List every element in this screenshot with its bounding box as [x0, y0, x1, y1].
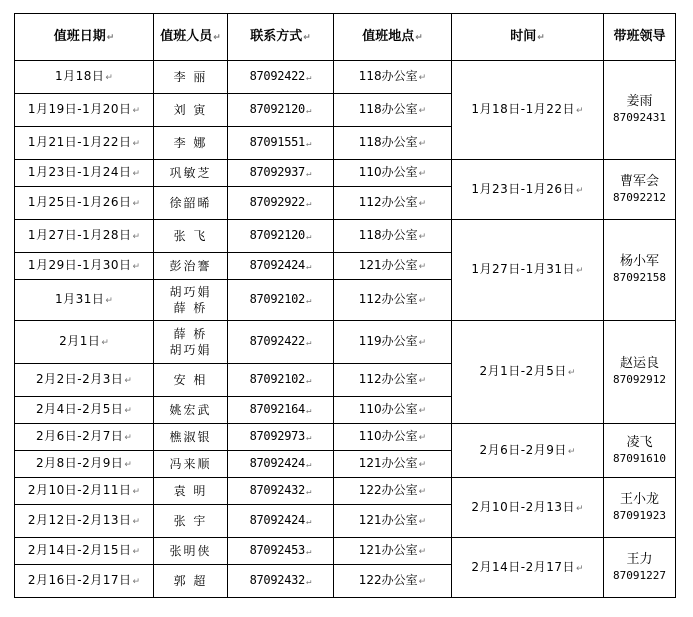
period-cell: 2月10日-2月13日↵: [452, 478, 604, 538]
leader-name: 曹军会: [619, 173, 659, 189]
location-cell: 121办公室↵: [334, 451, 452, 478]
duty-date-cell: 1月29日-1月30日↵: [15, 253, 154, 280]
staff-name-cell: [154, 397, 228, 424]
staff-name-cell: [154, 424, 228, 451]
staff-name: 樵淑银: [169, 430, 212, 444]
staff-name-cell: [154, 565, 228, 598]
duty-date-cell: 2月6日-2月7日↵: [15, 424, 154, 451]
staff-name-cell: [154, 451, 228, 478]
period-cell: 1月18日-1月22日↵: [452, 61, 604, 160]
duty-date-cell: 1月23日-1月24日↵: [15, 160, 154, 187]
staff-name-cell: [154, 253, 228, 280]
leader-name: 杨小军: [619, 254, 659, 269]
header-location: 值班地点↵: [334, 14, 452, 61]
staff-name-cell: [154, 280, 228, 321]
staff-name-cell: [154, 127, 228, 160]
contact-phone-cell: 87092432↵: [228, 478, 334, 505]
staff-name-cell: [154, 61, 228, 94]
duty-date-cell: 2月14日-2月15日↵: [15, 538, 154, 565]
location-cell: 118办公室↵: [334, 220, 452, 253]
staff-name-cell: [154, 94, 228, 127]
staff-name: 薛 桥: [173, 301, 208, 315]
leader-phone: 87091610: [613, 451, 666, 465]
contact-phone-cell: 87092424↵: [228, 253, 334, 280]
contact-phone-cell: 87092922↵: [228, 187, 334, 220]
staff-name: 袁 明: [173, 484, 208, 498]
location-cell: 112办公室↵: [334, 187, 452, 220]
staff-name: 张 宇: [173, 514, 208, 528]
staff-name-cell: [154, 538, 228, 565]
staff-name-cell: [154, 160, 228, 187]
leader-phone: 87091923: [613, 508, 666, 522]
contact-phone-cell: 87092432↵: [228, 565, 334, 598]
leader-phone: 87092212: [613, 190, 666, 204]
leader-phone: 87092431: [613, 111, 666, 124]
leader-name: 王力: [626, 551, 653, 567]
table-row: [15, 61, 676, 94]
period-cell: 1月23日-1月26日↵: [452, 160, 604, 220]
staff-name: 张明侠: [169, 544, 212, 558]
duty-date-cell: 1月27日-1月28日↵: [15, 220, 154, 253]
duty-date-cell: 1月21日-1月22日↵: [15, 127, 154, 160]
leader-cell: [604, 321, 676, 424]
duty-date-cell: 2月8日-2月9日↵: [15, 451, 154, 478]
location-cell: 121办公室↵: [334, 538, 452, 565]
staff-name-cell: [154, 478, 228, 505]
duty-date-cell: 2月4日-2月5日↵: [15, 397, 154, 424]
duty-date-cell: 2月16日-2月17日↵: [15, 565, 154, 598]
location-cell: 118办公室↵: [334, 94, 452, 127]
location-cell: 112办公室↵: [334, 364, 452, 397]
table-row: [15, 424, 676, 451]
location-cell: 110办公室↵: [334, 397, 452, 424]
location-cell: 110办公室↵: [334, 160, 452, 187]
contact-phone-cell: 87092422↵: [228, 321, 334, 364]
contact-phone-cell: 87092973↵: [228, 424, 334, 451]
contact-phone-cell: 87091551↵: [228, 127, 334, 160]
contact-phone-cell: 87092164↵: [228, 397, 334, 424]
contact-phone-cell: 87092102↵: [228, 280, 334, 321]
contact-phone-cell: 87092120↵: [228, 220, 334, 253]
header-date: 值班日期↵: [15, 14, 154, 61]
duty-date-cell: 1月25日-1月26日↵: [15, 187, 154, 220]
staff-name-cell: [154, 321, 228, 364]
location-cell: 119办公室↵: [334, 321, 452, 364]
header-staff: 值班人员↵: [154, 14, 228, 61]
leader-cell: [604, 538, 676, 598]
duty-date-cell: 2月12日-2月13日↵: [15, 505, 154, 538]
staff-name: 彭治謇: [169, 259, 212, 273]
leader-cell: [604, 478, 676, 538]
period-cell: 1月27日-1月31日↵: [452, 220, 604, 321]
staff-name: 李 娜: [173, 136, 208, 150]
duty-date-cell: 1月18日↵: [15, 61, 154, 94]
contact-phone-cell: 87092937↵: [228, 160, 334, 187]
staff-name: 冯来顺: [169, 457, 212, 471]
contact-phone-cell: 87092102↵: [228, 364, 334, 397]
duty-schedule-table: [14, 13, 676, 598]
header-time: 时间↵: [452, 14, 604, 61]
leader-phone: 87092912: [613, 373, 666, 386]
staff-name: 胡巧娟: [169, 343, 212, 357]
location-cell: 110办公室↵: [334, 424, 452, 451]
staff-name: 姚宏武: [169, 403, 212, 417]
staff-name: 胡巧娟: [169, 285, 212, 299]
leader-name: 姜雨: [626, 94, 653, 109]
staff-name: 安 相: [173, 373, 208, 387]
contact-phone-cell: 87092453↵: [228, 538, 334, 565]
table-row: [15, 321, 676, 364]
staff-name: 巩敏芝: [169, 166, 212, 180]
staff-name: 李 丽: [173, 70, 208, 84]
leader-cell: [604, 220, 676, 321]
location-cell: 118办公室↵: [334, 127, 452, 160]
period-cell: 2月14日-2月17日↵: [452, 538, 604, 598]
location-cell: 122办公室↵: [334, 565, 452, 598]
duty-date-cell: 2月1日↵: [15, 321, 154, 364]
duty-date-cell: 2月2日-2月3日↵: [15, 364, 154, 397]
leader-name: 赵运良: [619, 356, 659, 371]
table-row: [15, 538, 676, 565]
location-cell: 122办公室↵: [334, 478, 452, 505]
leader-cell: [604, 160, 676, 220]
staff-name: 郭 超: [173, 574, 208, 588]
header-contact: 联系方式↵: [228, 14, 334, 61]
duty-date-cell: 1月19日-1月20日↵: [15, 94, 154, 127]
contact-phone-cell: 87092424↵: [228, 505, 334, 538]
staff-name: 张 飞: [173, 229, 208, 243]
leader-name: 凌飞: [626, 434, 653, 450]
leader-phone: 87092158: [613, 271, 666, 284]
location-cell: 121办公室↵: [334, 253, 452, 280]
staff-name: 刘 寅: [173, 103, 208, 117]
table-body: [15, 61, 676, 598]
staff-name-cell: [154, 364, 228, 397]
table-row: [15, 160, 676, 187]
staff-name-cell: [154, 505, 228, 538]
contact-phone-cell: 87092120↵: [228, 94, 334, 127]
table-row: [15, 478, 676, 505]
staff-name: 徐韶晞: [169, 196, 212, 210]
leader-phone: 87091227: [613, 568, 666, 582]
staff-name-cell: [154, 187, 228, 220]
location-cell: 112办公室↵: [334, 280, 452, 321]
period-cell: 2月1日-2月5日↵: [452, 321, 604, 424]
header-leader: 带班领导: [604, 14, 676, 61]
staff-name: 薛 桥: [173, 327, 208, 341]
location-cell: 121办公室↵: [334, 505, 452, 538]
table-row: [15, 220, 676, 253]
leader-cell: [604, 424, 676, 478]
duty-date-cell: 2月10日-2月11日↵: [15, 478, 154, 505]
leader-cell: [604, 61, 676, 160]
leader-name: 王小龙: [619, 491, 659, 507]
period-cell: 2月6日-2月9日↵: [452, 424, 604, 478]
header-row: [15, 14, 676, 61]
location-cell: 118办公室↵: [334, 61, 452, 94]
staff-name-cell: [154, 220, 228, 253]
contact-phone-cell: 87092424↵: [228, 451, 334, 478]
duty-date-cell: 1月31日↵: [15, 280, 154, 321]
contact-phone-cell: 87092422↵: [228, 61, 334, 94]
